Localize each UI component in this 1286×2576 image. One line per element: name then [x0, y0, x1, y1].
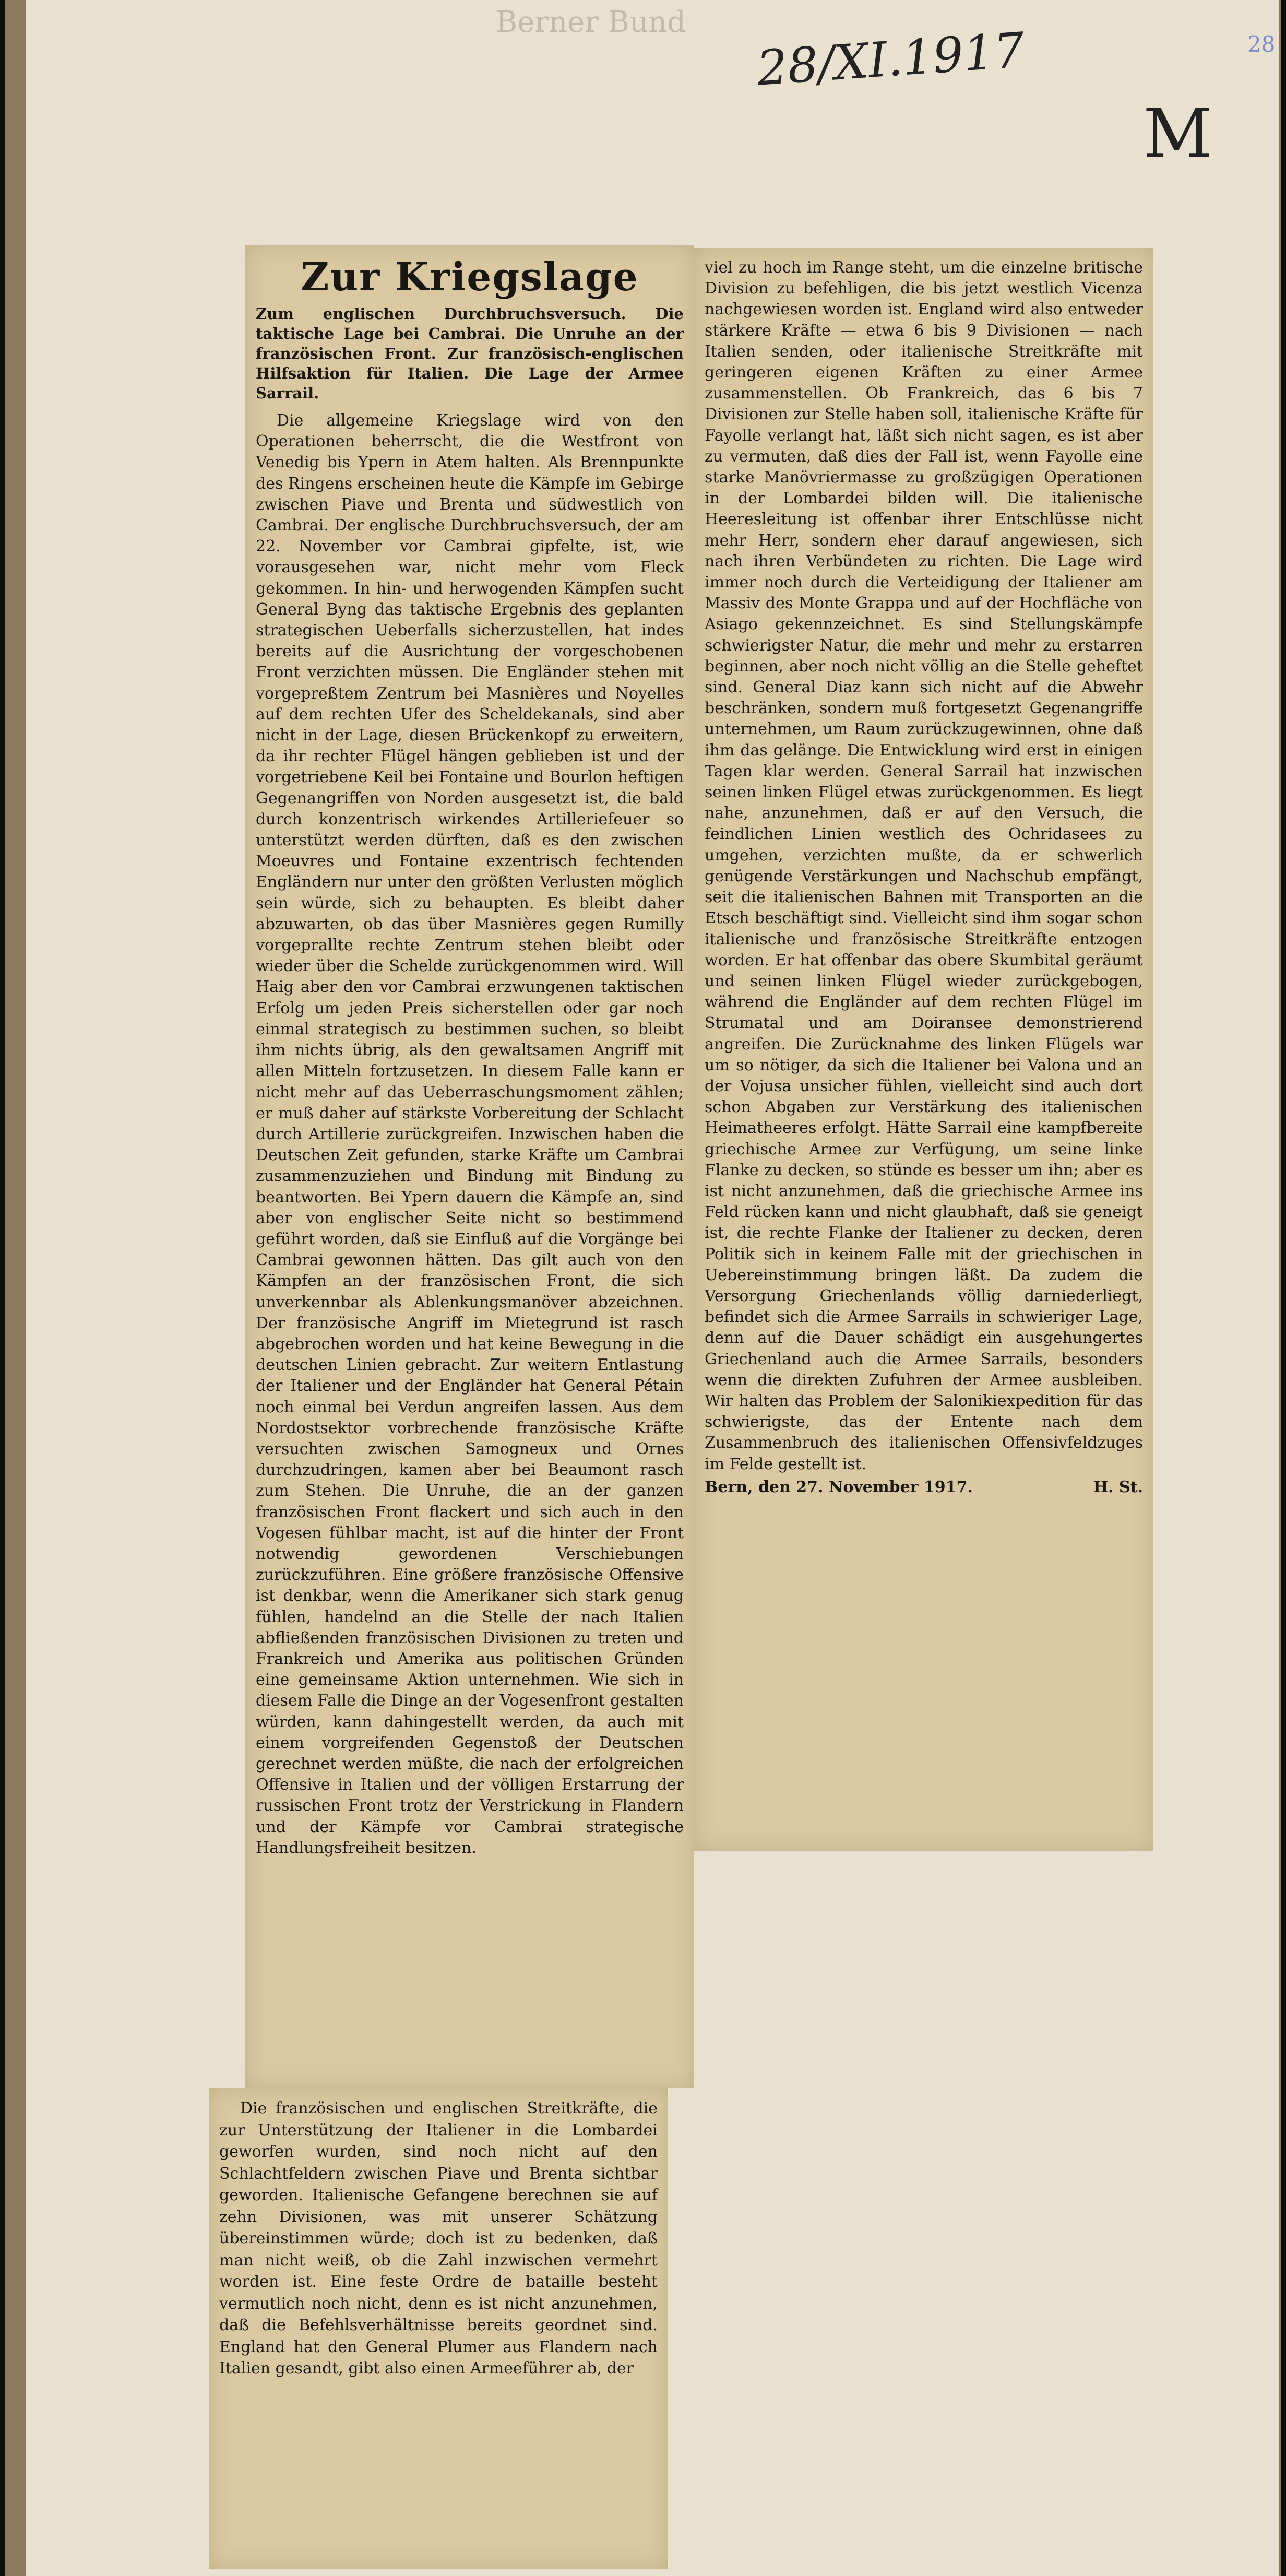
article-subheading: Zum englischen Durchbruchsversuch. Die taktische Lage bei Cambrai. Die Unruhe an der französischen Front. Zur französisch-englischen Hilfsaktion für Italien. Die Lage der Armee Sarrail.	[256, 305, 684, 402]
clipping-left-tail	[209, 2088, 668, 2569]
clipping-left-main	[245, 245, 694, 2088]
handwritten-date: 28/XI.1917	[755, 22, 1027, 97]
page-number: 28	[1247, 31, 1276, 57]
author-initials: H. St.	[1093, 1478, 1143, 1496]
left-column-tail-text: Die französischen und englischen Streitkräfte, die zur Unterstützung der Italiener in die Lombardei geworfen wurden, sind noch nicht auf den Schlachtfeldern zwischen Piave und Brenta sichtbar geworden. Italienische Gefangene berechnen sie auf zehn Divisionen, was mit unserer Schätzung übereinstimmen würde; doch ist zu bedenken, daß man nicht weiß, ob die Zahl inzwischen vermehrt worden ist. Eine feste Ordre de bataille besteht vermutlich noch nicht, denn es ist nicht anzunehmen, daß die Befehlsverhältnisse bereits geordnet sind. England hat den General Plumer aus Flandern nach Italien gesandt, gibt also einen Armeeführer ab, der	[219, 2099, 658, 2378]
left-column-text: Die allgemeine Kriegslage wird von den Operationen beherrscht, die die Westfront von Venedig bis Ypern in Atem halten. Als Brennpunkte des Ringens erscheinen heute die Kämpfe im Gebirge zwischen Piave und Brenta und südwestlich von Cambrai. Der englische Durchbruchsversuch, der am 22. November vor Cambrai gipfelte, ist, wie vorausgesehen war, nicht mehr vom Fleck gekommen. In hin- und herwogenden Kämpfen sucht General Byng das taktische Ergebnis des geplanten strategischen Ueberfalls sicherzustellen, hat indes bereits auf die Ausrichtung der vorgeschobenen Front verzichten müssen. Die Engländer stehen mit vorgepreßtem Zentrum bei Masnières und Noyelles auf dem rechten Ufer des Scheldekanals, sind aber nicht in der Lage, diesen Brückenkopf zu erweitern, da ihr rechter Flügel hängen geblieben ist und der vorgetriebene Keil bei Fontaine und Bourlon heftigen Gegenangriffen von Norden ausgesetzt ist, die bald durch konzentrisch wirkendes Artilleriefeuer so unterstützt werden dürften, daß es den zwischen Moeuvres und Fontaine exzentrisch fechtenden Engländern nur unter den größten Verlusten möglich sein würde, sich zu behaupten. Es bleibt daher abzuwarten, ob das über Masnières gegen Rumilly vorgeprallte rechte Zentrum stehen bleibt oder wieder über die Schelde zurückgenommen wird. Will Haig aber den vor Cambrai erzwungenen taktischen Erfolg um jeden Preis sicherstellen oder gar noch einmal strategisch zu bestimmen suchen, so bleibt ihm nichts übrig, als den gewaltsamen Angriff mit allen Mitteln fortzusetzen. In diesem Falle kann er nicht mehr auf das Ueberraschungsmoment zählen; er muß daher auf stärkste Vorbereitung der Schlacht durch Artillerie zurückgreifen. Inzwischen haben die Deutschen Zeit gefunden, starke Kräfte um Cambrai zusammenzuziehen und Bindung mit Bindung zu beantworten. Bei Ypern dauern die Kämpfe an, sind aber von englischer Seite nicht so bestimmend geführt worden, daß sie Einfluß auf die Vorgänge bei Cambrai gewonnen hätten. Das gilt auch von den Kämpfen an der französischen Front, die sich unverkennbar als Ablenkungsmanöver abzeichnen. Der französische Angriff im Mietegrund ist rasch abgebrochen worden und hat keine Bewegung in die deutschen Linien gebracht. Zur weitern Entlastung der Italiener und der Engländer hat General Pétain noch einmal bei Verdun angreifen lassen. Aus dem Nordostsektor vorbrechende französische Kräfte versuchten zwischen Samogneux und Ornes durchzudringen, kamen aber bei Beaumont rasch zum Stehen. Die Unruhe, die an der ganzen französischen Front flackert und sich auch in den Vogesen fühlbar macht, ist auf die hinter der Front notwendig gewordenen Verschiebungen zurückzuführen. Eine größere französische Offensive ist denkbar, wenn die Amerikaner sich stark genug fühlen, handelnd an die Stelle der nach Italien abfließenden französischen Divisionen zu treten und Frankreich und Amerika aus politischen Gründen eine gemeinsame Aktion unternehmen. Wie sich in diesem Falle die Dinge an der Vogesenfront gestalten würden, kann dahingestellt werden, da auch mit einem vorgreifenden Gegenstoß der Deutschen gerechnet werden müßte, die nach der erfolgreichen Offensive in Italien und der völligen Erstarrung der russischen Front trotz der Verstrickung in Flandern und der Kämpfe vor Cambrai strategische Handlungsfreiheit besitzen.	[256, 411, 684, 1857]
handwritten-reference: M	[1143, 94, 1213, 173]
right-column-text: viel zu hoch im Range steht, um die einzelne britische Division zu befehligen, die bis jetzt westlich Vicenza nachgewiesen worden ist. England wird also entweder stärkere Kräfte — etwa 6 bis 9 Divisionen — nach Italien senden, oder italienische Streitkräfte mit geringeren eigenen Kräften zu einer Armee zusammenstellen. Ob Frankreich, das 6 bis 7 Divisionen zur Stelle haben soll, italienische Kräfte für Fayolle verlangt hat, läßt sich nicht sagen, es ist aber zu vermuten, daß dies der Fall ist, wenn Fayolle eine starke Manövriermasse zu großzügigen Operationen in der Lombardei bilden will. Die italienische Heeresleitung ist offenbar ihrer Entschlüsse nicht mehr Herr, sondern eher darauf angewiesen, sich nach ihren Verbündeten zu richten. Die Lage wird immer noch durch die Verteidigung der Italiener am Massiv des Monte Grappa und auf der Hochfläche von Asiago gekennzeichnet. Es sind Stellungskämpfe schwierigster Natur, die mehr und mehr zu erstarren beginnen, aber noch nicht völlig an die Stelle geheftet sind. General Diaz kann sich nicht auf die Abwehr beschränken, sondern muß fortgesetzt Gegenangriffe unternehmen, um Raum zurückzugewinnen, ohne daß ihm das gelänge. Die Entwicklung wird erst in einigen Tagen klar werden. General Sarrail hat inzwischen seinen linken Flügel etwas zurückgenommen. Es liegt nahe, anzunehmen, daß er auf den Versuch, die feindlichen Linien westlich des Ochridasees zu umgehen, verzichten mußte, da er schwerlich genügende Verstärkungen und Nachschub empfängt, seit die italienischen Bahnen mit Transporten an die Etsch beschäftigt sind. Vielleicht sind ihm sogar schon italienische und französische Streitkräfte entzogen worden. Er hat offenbar das obere Skumbital geräumt und seinen linken Flügel wieder zurückgebogen, während die Engländer auf dem rechten Flügel im Strumatal und am Doiransee demonstrierend angreifen. Die Zurücknahme des linken Flügels war um so nötiger, da sich die Italiener bei Valona und an der Vojusa unsicher fühlen, vielleicht sind auch dort schon Abgaben zur Verstärkung des italienischen Heimatheeres erfolgt. Hätte Sarrail eine kampfbereite griechische Armee zur Verfügung, um seine linke Flanke zu decken, so stünde es besser um ihn; aber es ist nicht anzunehmen, daß die griechische Armee ins Feld rücken kann und nicht glaubhaft, daß sie geneigt ist, die rechte Flanke der Italiener zu decken, deren Politik sich in keinem Falle mit der griechischen in Uebereinstimmung bringen läßt. Da zudem die Versorgung Griechenlands völlig darniederliegt, befindet sich die Armee Sarrails in schwieriger Lage, denn auf die Dauer schädigt ein ausgehungertes Griechenland auch die Armee Sarrails, besonders wenn die direkten Zufuhren der Armee ausbleiben. Wir halten das Problem der Salonikiexpedition für das schwierigste, das der Entente nach dem Zusammenbruch des italienischen Offensivfeldzuges im Felde gestellt ist.	[705, 258, 1143, 1473]
clipping-right	[694, 248, 1153, 1851]
archive-board	[5, 0, 1281, 2576]
article-byline	[705, 1478, 1143, 1496]
place-date: Bern, den 27. November 1917.	[705, 1478, 973, 1496]
article-headline: Zur Kriegslage	[301, 255, 639, 300]
newspaper-stamp: Berner Bund	[496, 5, 686, 39]
